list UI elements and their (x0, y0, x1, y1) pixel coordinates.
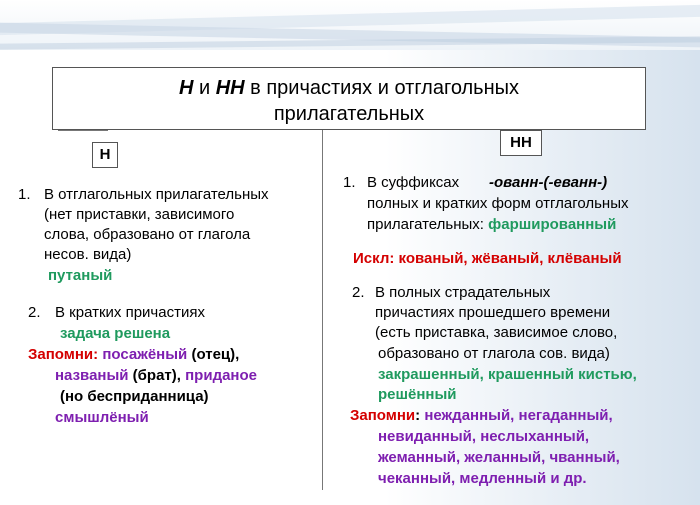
label-nn: НН (500, 130, 542, 156)
left-remember-line: названый (брат), приданое (55, 367, 257, 384)
left-remember-word: смышлёный (55, 409, 149, 426)
left-rule-2-example: задача решена (60, 325, 171, 342)
right-rule-2-line: причастиях прошедшего времени (375, 304, 611, 321)
right-rule-2-line: В полных страдательных (375, 284, 551, 301)
left-remember-line: Запомни: посажёный (отец), (28, 346, 240, 363)
right-remember-line: Запомни: нежданный, негаданный, (350, 407, 613, 424)
right-remember-line: невиданный, неслыханный, (378, 428, 590, 445)
connector-left (58, 130, 108, 131)
right-rule-2-line: (есть приставка, зависимое слово, (375, 324, 618, 341)
left-rule-1-line: слова, образовано от глагола (44, 226, 251, 243)
left-remember-note: (но бесприданница) (60, 388, 209, 405)
right-rule-2-example: закрашенный, крашенный кистью, (378, 366, 637, 383)
right-rule-1-line: прилагательных: фаршированный (367, 216, 617, 233)
right-remember-line: жеманный, желанный, чванный, (378, 449, 620, 466)
divider-vertical (322, 130, 323, 490)
right-remember-line: чеканный, медленный и др. (378, 470, 587, 487)
left-rule-1-line: несов. вида) (44, 246, 132, 263)
left-rule-2-text: В кратких причастиях (55, 304, 205, 321)
label-n: Н (92, 142, 118, 168)
left-rule-1-line: (нет приставки, зависимого (44, 206, 235, 223)
right-rule-2-example: решённый (378, 386, 457, 403)
right-rule-1-text: В суффиксах (367, 174, 460, 191)
title-box (52, 67, 646, 130)
right-rule-2-line: образовано от глагола сов. вида) (378, 345, 610, 362)
right-rule-2-number: 2. (352, 284, 365, 301)
left-rule-1-number: 1. (18, 186, 31, 203)
right-rule-1-line: полных и кратких форм отглагольных (367, 195, 629, 212)
header-decoration (0, 0, 700, 50)
right-rule-1-suffix: -ованн-(-еванн-) (489, 174, 608, 191)
title-line-1: Н и НН в причастиях и отглагольных (178, 77, 520, 99)
left-rule-1-example: путаный (48, 267, 113, 284)
left-rule-2-number: 2. (28, 304, 41, 321)
right-rule-1-number: 1. (343, 174, 356, 191)
title-line-2: прилагательных (273, 103, 425, 125)
right-exception: Искл: кованый, жёваный, клёваный (353, 250, 622, 267)
left-rule-1-line: В отглагольных прилагательных (44, 186, 269, 203)
